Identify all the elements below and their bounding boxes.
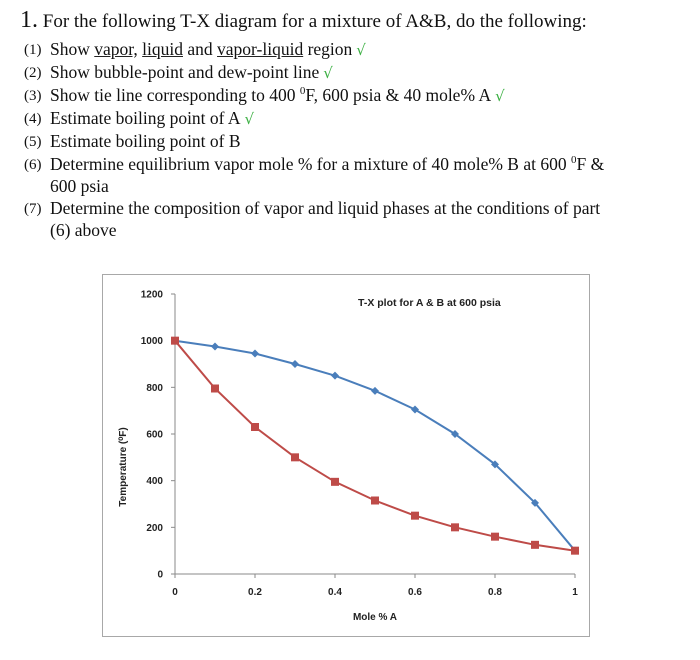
y-tick-label: 200	[146, 522, 163, 534]
item-text-part: Show	[50, 39, 95, 59]
series-2-point	[331, 478, 339, 486]
item-text-continuation: (6) above	[50, 220, 117, 240]
chart-frame	[102, 274, 590, 637]
series-1-point	[251, 350, 259, 358]
question-item-7	[24, 197, 690, 241]
series-1-point	[371, 387, 379, 395]
item-text-continuation: 600 psia	[50, 176, 109, 196]
item-text-part: Determine equilibrium vapor mole % for a mixture of 40 mole% B at 600	[50, 154, 571, 174]
vapor-underlined: vapor,	[94, 39, 138, 59]
question-title	[20, 8, 690, 34]
series-2-point	[211, 385, 219, 393]
item-text	[50, 197, 690, 241]
x-tick-label: 0.4	[328, 587, 342, 598]
item-text	[50, 84, 690, 107]
item-text	[50, 38, 690, 61]
y-tick-label: 1200	[140, 289, 163, 301]
item-text-part: F &	[576, 154, 605, 174]
series-2-point	[571, 547, 579, 555]
item-text	[50, 153, 690, 197]
item-text	[50, 107, 690, 130]
x-tick-label: 0.8	[488, 587, 502, 598]
question-number: 1.	[20, 7, 38, 33]
item-text-part: region	[303, 39, 353, 59]
item-number: (4)	[24, 111, 42, 127]
degree-superscript: 0	[299, 85, 306, 98]
question-item-2	[24, 61, 690, 84]
item-number: (7)	[24, 201, 42, 217]
y-tick-label: 400	[146, 476, 163, 488]
question-item-3	[24, 84, 690, 107]
item-text-part: F, 600 psia & 40 mole% A	[305, 85, 492, 105]
check-mark-icon: √	[495, 87, 505, 105]
item-text-part: Estimate boiling point of A	[50, 108, 241, 128]
series-1-point	[291, 360, 299, 368]
series-2-point	[411, 512, 419, 520]
item-number: (2)	[24, 65, 42, 81]
check-mark-icon: √	[323, 64, 333, 82]
series-2-point	[531, 541, 539, 549]
x-tick-label: 0	[172, 587, 178, 598]
item-text-part: and	[183, 39, 218, 59]
series-1-point	[331, 372, 339, 380]
chart-title: T-X plot for A & B at 600 psia	[358, 297, 501, 309]
series-2-point	[371, 497, 379, 505]
x-tick-label: 0.2	[248, 587, 262, 598]
vapor-liquid-underlined: vapor-liquid	[217, 39, 304, 59]
tx-chart	[103, 275, 589, 636]
x-axis-label: Mole % A	[352, 612, 398, 623]
series-1-line	[175, 341, 575, 551]
question-block	[20, 8, 690, 241]
item-text-part: Determine the composition of vapor and liquid phases at the conditions of part	[50, 198, 601, 218]
degree-superscript: 0	[570, 154, 577, 167]
question-item-5	[24, 130, 690, 153]
y-tick-label: 0	[157, 569, 163, 581]
item-number: (5)	[24, 134, 42, 150]
item-text-part: Show bubble-point and dew-point line	[50, 62, 320, 82]
item-number: (1)	[24, 42, 42, 58]
question-title-text: For the following T-X diagram for a mixture of A&B, do the following:	[42, 11, 587, 32]
series-2-point	[491, 533, 499, 541]
x-tick-label: 0.6	[408, 587, 422, 598]
item-text-part: Show tie line corresponding to 400	[50, 85, 300, 105]
series-2-line	[175, 341, 575, 551]
item-text: Estimate boiling point of B	[50, 131, 241, 151]
question-item-6	[24, 153, 690, 197]
series-2-point	[451, 523, 459, 531]
series-1-point	[211, 343, 219, 351]
item-text	[50, 61, 690, 84]
check-mark-icon: √	[356, 41, 366, 59]
y-tick-label: 600	[146, 429, 163, 441]
y-tick-label: 800	[146, 382, 163, 394]
liquid-underlined: liquid	[142, 39, 183, 59]
series-2-point	[171, 337, 179, 345]
question-item-4	[24, 107, 690, 130]
series-2-point	[251, 423, 259, 431]
item-number: (6)	[24, 157, 42, 173]
y-tick-label: 1000	[140, 336, 163, 348]
x-tick-label: 1	[572, 587, 578, 598]
series-2-point	[291, 453, 299, 461]
check-mark-icon: √	[244, 110, 255, 128]
y-axis-label: Temperature (⁰F)	[118, 427, 129, 507]
question-item-1	[24, 38, 690, 61]
item-number: (3)	[24, 88, 42, 104]
